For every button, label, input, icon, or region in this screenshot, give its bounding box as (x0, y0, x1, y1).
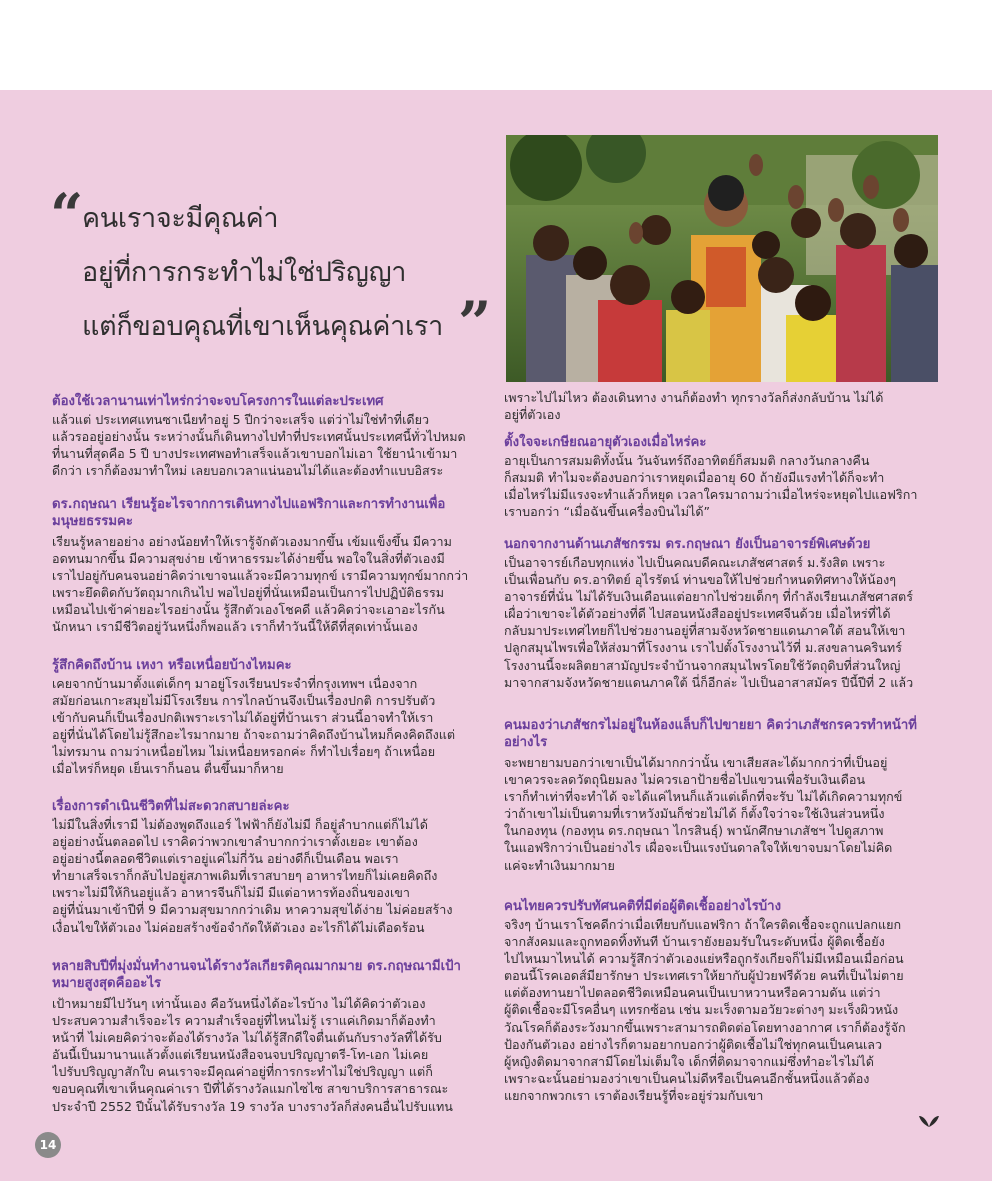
text-line: เมื่อไหร่ไม่มีแรงจะทำแล้วก็หยุด เวลาใครมาถามว่าเมื่อไหร่จะหยุดไปแอฟริกา (504, 487, 918, 503)
text-line: กลับมาประเทศไทยก็ไปช่วยงานอยู่ที่สามจังหวัดชายแดนภาคใต้ สอนให้เขา (504, 623, 906, 639)
text-line: ประสบความสำเร็จอะไร ความสำเร็จอยู่ที่ไหนไม่รู้ เราแค่เกิดมาก็ต้องทำ (52, 1013, 436, 1029)
section-heading: รู้สึกคิดถึงบ้าน เหงา หรือเหนื่อยบ้างไหมคะ (52, 658, 292, 673)
top-margin (0, 0, 992, 90)
text-line: แล้วรออยู่อย่างนั้น ระหว่างนั้นก็เดินทางไปทำที่ประเทศนั้นประเทศนี้ทั่วไปหมด (52, 429, 466, 445)
text-line: อาจารย์ที่นั่น ไม่ได้รับเงินเดือนแต่อยากไปช่วยเด็กๆ ที่กำลังเรียนเภสัชศาสตร์ (504, 589, 913, 605)
text-line: เราก็ทำเท่าที่จะทำได้ จะได้แค่ไหนก็แล้วแต่เด็กที่จะรับ ไม่ได้เกิดความทุกข์ (504, 789, 903, 805)
text-line: สมัยก่อนเกาะสมุยไม่มีโรงเรียน การไกลบ้านจึงเป็นเรื่องปกติ การปรับตัว (52, 693, 436, 709)
pull-quote-line: คนเราจะมีคุณค่า (82, 203, 279, 234)
section-paragraph (52, 411, 488, 479)
text-line: เพราะไม่มีให้กินอยู่แล้ว อาหารจีนก็ไม่มี มีแต่อาหารท้องถิ่นของเขา (52, 885, 410, 901)
text-line: จากสังคมและถูกทอดทิ้งทันที บ้านเรายังยอมรับในระดับหนึ่ง ผู้ติดเชื้อยัง (504, 934, 885, 950)
section-paragraph (52, 533, 488, 636)
text-line: ในแอฟริกาว่าเป็นอย่างไร เผื่อจะเป็นแรงบันดาลใจให้เขาจบมาโดยไม่คิด (504, 840, 893, 856)
text-line: เป็นเพื่อนกับ ดร.อาทิตย์ อุไรรัตน์ ท่านขอให้ไปช่วยกำหนดทิศทางให้น้องๆ (504, 572, 897, 588)
text-line: มาจากสามจังหวัดชายแดนภาคใต้ นี่ก็อีกล่ะ ไปเป็นอาสาสมัคร ปีนี้ปีที่ 2 แล้ว (504, 674, 914, 690)
end-of-article-icon (918, 1114, 940, 1128)
text-line: แล้วแต่ ประเทศแทนซาเนียทำอยู่ 5 ปีกว่าจะเสร็จ แต่ว่าไม่ใช่ทำที่เดียว (52, 412, 430, 427)
section-paragraph (504, 754, 940, 874)
text-line: เป็นอาจารย์เกือบทุกแห่ง ไปเป็นคณบดีคณะเภสัชศาสตร์ ม.รังสิต เพราะ (504, 555, 886, 570)
text-line: ในกองทุน (กองทุน ดร.กฤษณา ไกรสินธุ์) พานักศึกษาเภสัชฯ ไปดูสภาพ (504, 823, 884, 839)
section-paragraph (504, 554, 940, 691)
section-heading: นอกจากงานด้านเภสัชกรรม ดร.กฤษณา ยังเป็นอาจารย์พิเศษด้วย (504, 537, 871, 552)
text-line: อันนี้เป็นมานานแล้วตั้งแต่เรียนหนังสือจนจบปริญญาตรี-โท-เอก ไม่เคย (52, 1047, 429, 1063)
text-line: แต่ต้องทานยาไปตลอดชีวิตเหมือนคนเป็นเบาหวานหรือความดัน แต่ว่า (504, 985, 881, 1001)
photo-woman-with-children (506, 135, 938, 382)
text-line: ปลูกสมุนไพรเพื่อให้ส่งมาที่โรงงาน เราไปตั้งโรงงานไว้ที่ ม.สงขลานครินทร์ (504, 640, 903, 656)
text-line: อายุเป็นการสมมติทั้งนั้น วันจันทร์ถึงอาทิตย์ก็สมมติ กลางวันกลางคืน (504, 453, 870, 468)
text-line: เรียนรู้หลายอย่าง อย่างน้อยทำให้เรารู้จักตัวเองมากขึ้น เข้มแข็งขึ้น มีความ (52, 534, 452, 549)
text-line: แค่จะทำเงินมากมาย (504, 857, 615, 873)
text-line: ตอนนี้โรคเอดส์มียารักษา ประเทศเราให้ยากับผู้ป่วยฟรีด้วย คนที่เป็นไม่ตาย (504, 968, 904, 984)
text-line: อยู่ที่ตัวเอง (504, 407, 561, 423)
pull-quote-line: แต่ก็ขอบคุณที่เขาเห็นคุณค่าเรา (82, 311, 443, 342)
section-paragraph (52, 995, 488, 1115)
text-line: จะพยายามบอกว่าเขาเป็นได้มากกว่านั้น เขาเสียสละได้มากกว่าที่เป็นอยู่ (504, 755, 888, 770)
text-line: ป้องกันตัวเอง อย่างไรก็ตามอยากบอกว่าผู้ติดเชื้อไม่ใช่ทุกคนเป็นคนเลว (504, 1036, 883, 1052)
page-number: 14 (35, 1132, 61, 1158)
text-line: ที่นานที่สุดคือ 5 ปี บางประเทศพอทำเสร็จแล้วเขาบอกไม่เอา ใช้ยานำเข้ามา (52, 446, 458, 462)
text-line: เพราะฉะนั้นอย่ามองว่าเขาเป็นคนไม่ดีหรือเป็นคนอีกชั้นหนึ่งแล้วต้อง (504, 1070, 870, 1086)
section-paragraph (504, 389, 940, 423)
text-line: ว่าถ้าเขาไม่เป็นตามที่เราหวังมันก็ช่วยไม่ได้ ก็ตั้งใจว่าจะใช้เงินส่วนหนึ่ง (504, 806, 885, 822)
section-heading: คนไทยควรปรับทัศนคติที่มีต่อผู้ติดเชื้ออย่างไรบ้าง (504, 899, 782, 914)
text-line: เข้ากับคนก็เป็นเรื่องปกติเพราะเราไม่ได้อยู่ที่บ้านเรา ส่วนนี้อาจทำให้เรา (52, 710, 434, 726)
text-line: หน้าที่ ไม่เคยคิดว่าจะต้องได้รางวัล ไม่ได้รู้สึกดีใจตื่นเต้นกับรางวัลที่ได้รับ (52, 1030, 442, 1046)
text-line: ผู้ติดเชื้อจะมีโรคอื่นๆ แทรกซ้อน เช่น มะเร็งตามอวัยวะต่างๆ มะเร็งผิวหนัง (504, 1002, 899, 1018)
section-heading: เรื่องการดำเนินชีวิตที่ไม่สะดวกสบายล่ะคะ (52, 799, 290, 814)
text-line: นักหนา เรามีชีวิตอยู่วันหนึ่งก็พอแล้ว เราก็ทำวันนี้ให้ดีที่สุดเท่านั้นเอง (52, 619, 418, 635)
text-line: เผื่อว่าเขาจะได้ตัวอย่างที่ดี ไปสอนหนังสืออยู่ประเทศจีนด้วย เมื่อไหร่ที่ได้ (504, 606, 891, 622)
text-line: เขาควรจะลดวัตถุนิยมลง ไม่ควรเอาป้ายชื่อไปแขวนเพื่อรับเงินเดือน (504, 772, 866, 788)
text-line: ไปรับปริญญาสักใบ คนเราจะมีคุณค่าอยู่ที่การกระทำไม่ใช่ปริญญา แต่ก็ (52, 1064, 433, 1080)
text-line: ไปไหนมาไหนได้ ความรู้สึกว่าตัวเองแย่หรือถูกรังเกียจก็ไม่มีเหมือนเมื่อก่อน (504, 951, 904, 967)
photo-illustration (506, 135, 938, 382)
text-line: ผู้หญิงติดมาจากสามีโดยไม่เต็มใจ เด็กที่ติดมาจากแม่ซึ่งทำอะไรไม่ได้ (504, 1053, 874, 1069)
section-paragraph (504, 452, 940, 520)
text-line: เพราะยึดติดกับวัตถุมากเกินไป พอไปอยู่ที่นั่นเหมือนเป็นการไปปฏิบัติธรรม (52, 585, 445, 601)
text-line: อยู่ที่นั่นได้โดยไม่รู้สึกอะไรมากมาย ถ้าจะถามว่าคิดถึงบ้านไหมก็คงคิดถึงแต่ (52, 727, 456, 743)
section-heading: คนมองว่าเภสัชกรไม่อยู่ในห้องแล็บก็ไปขายยา คิดว่าเภสัชกรควรทำหน้าที่อย่างไร (504, 718, 917, 750)
section-heading: ดร.กฤษณา เรียนรู้อะไรจากการเดินทางไปแอฟริกาและการทำงานเพื่อมนุษยธรรมคะ (52, 497, 446, 529)
text-line: เมื่อไหร่ก็หยุด เย็นเราก็นอน ตื่นขึ้นมาก็หาย (52, 761, 284, 777)
text-line: เงื่อนไขให้ตัวเอง ไม่ค่อยสร้างข้อจำกัดให้ตัวเอง อะไรก็ได้ไม่เดือดร้อน (52, 919, 425, 935)
text-line: จริงๆ บ้านเราโชคดีกว่าเมื่อเทียบกับแอฟริกา ถ้าใครติดเชื้อจะถูกแปลกแยก (504, 917, 902, 932)
text-line: อยู่ที่นั่นมาเข้าปีที่ 9 มีความสุขมากกว่าเดิม หาความสุขได้ง่าย ไม่ค่อยสร้าง (52, 902, 453, 918)
text-line: ประจำปี 2552 ปีนั้นได้รับรางวัล 19 รางวัล บางรางวัลก็ส่งคนอื่นไปรับแทน (52, 1098, 453, 1114)
text-line: เป้าหมายมีไปวันๆ เท่านั้นเอง คือวันหนึ่งได้อะไรบ้าง ไม่ได้คิดว่าตัวเอง (52, 996, 426, 1011)
text-line: ทำยาเสร็จเราก็กลับไปอยู่สภาพเดิมที่เราสบายๆ อาหารไทยก็ไม่เคยคิดถึง (52, 868, 438, 884)
close-quote-mark: ” (458, 289, 492, 357)
section-heading: ต้องใช้เวลานานเท่าไหร่กว่าจะจบโครงการในแต่ละประเทศ (52, 394, 384, 409)
open-quote-mark: “ (50, 181, 84, 249)
section-heading: ตั้งใจจะเกษียณอายุตัวเองเมื่อไหร่คะ (504, 435, 707, 450)
section-paragraph (52, 675, 488, 778)
text-line: เคยจากบ้านมาตั้งแต่เด็กๆ มาอยู่โรงเรียนประจำที่กรุงเทพฯ เนื่องจาก (52, 676, 418, 691)
text-line: ก็สมมติ ทำไมจะต้องบอกว่าเราหยุดเมื่ออายุ 60 ถ้ายังมีแรงทำได้ก็จะทำ (504, 470, 885, 486)
text-line: แยกจากพวกเรา เราต้องเรียนรู้ที่จะอยู่ร่วมกับเขา (504, 1087, 764, 1103)
text-line: ขอบคุณที่เขาเห็นคุณค่าเรา ปีที่ได้รางวัลแมกไซไซ สาขาบริการสาธารณะ (52, 1081, 449, 1097)
section-heading: หลายสิบปีที่มุ่งมั่นทำงานจนได้รางวัลเกียรติคุณมากมาย ดร.กฤษณามีเป้าหมายสูงสุดคืออะไร (52, 959, 461, 991)
text-line: อดทนมากขึ้น มีความสุขง่าย เข้าหาธรรมะได้ง่ายขึ้น พอใจในสิ่งที่ตัวเองมี (52, 551, 445, 567)
text-line: ไม่ทรมาน ถามว่าเหนื่อยไหม ไม่เหนื่อยหรอกค่ะ ก็ทำไปเรื่อยๆ ถ้าเหนื่อย (52, 744, 436, 760)
text-line: ไม่มีในสิ่งที่เรามี ไม่ต้องพูดถึงแอร์ ไฟฟ้าก็ยังไม่มี ก็อยู่ลำบากแต่ก็ไม่ได้ (52, 817, 428, 832)
text-line: ดีกว่า เราก็ต้องมาทำใหม่ เลยบอกเวลาแน่นอนไม่ได้และต้องทำแบบอิสระ (52, 463, 444, 479)
text-line: วัณโรคก็ต้องระวังมากขึ้นเพราะสามารถติดต่อโดยทางอากาศ เราก็ต้องรู้จัก (504, 1019, 906, 1035)
text-line: เพราะไปไม่ไหว ต้องเดินทาง งานก็ต้องทำ ทุกรางวัลก็ส่งกลับบ้าน ไม่ได้ (504, 390, 884, 405)
text-line: เราบอกว่า “เมื่อฉันขึ้นเครื่องบินไม่ได้” (504, 504, 711, 520)
pull-quote-line: อยู่ที่การกระทำไม่ใช่ปริญญา (82, 257, 407, 288)
section-paragraph (504, 916, 940, 1104)
section-paragraph (52, 816, 488, 936)
text-line: เหมือนไปเข้าค่ายอะไรอย่างนั้น รู้สึกตัวเองโชคดี แล้วคิดว่าจะเอาอะไรกัน (52, 602, 445, 618)
text-line: อยู่อย่างนั้นตลอดไป เราคิดว่าพวกเขาลำบากกว่าเราตั้งเยอะ เขาต้อง (52, 834, 418, 850)
text-line: เราไปอยู่กับคนจนอย่าคิดว่าเขาจนแล้วจะมีความทุกข์ เรามีความทุกข์มากกว่า (52, 568, 469, 584)
text-line: โรงงานนี้จะผลิตยาสามัญประจำบ้านจากสมุนไพรโดยใช้วัตถุดิบที่ส่วนใหญ่ (504, 657, 901, 673)
text-line: อยู่อย่างนี้ตลอดชีวิตแต่เราอยู่แค่ไม่กี่วัน อย่างดีก็เป็นเดือน พอเรา (52, 851, 399, 867)
